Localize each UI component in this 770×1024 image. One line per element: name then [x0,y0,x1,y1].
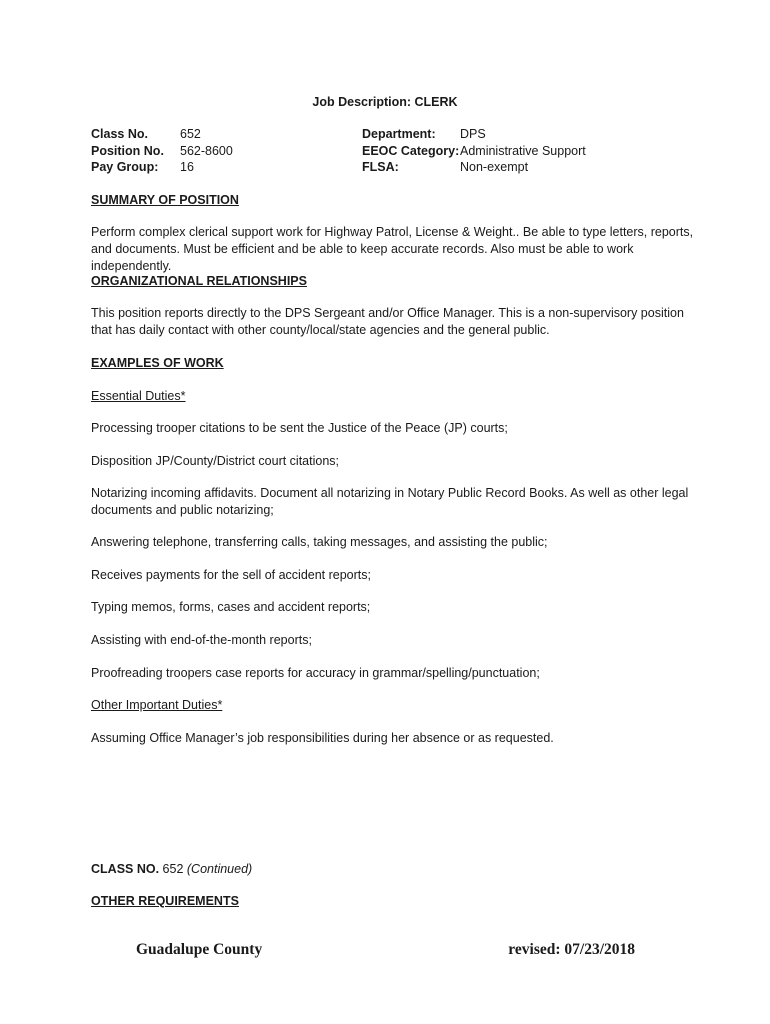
duty-item: Notarizing incoming affidavits. Document all notarizing in Notary Public Record Books. As well as other legal documents and public notarizing; [91,486,689,517]
class-continued-line [91,861,701,878]
document-title: Job Description: CLERK [312,95,458,109]
class-no-row [91,126,233,143]
footer-county: Guadalupe County [136,941,263,958]
summary-text: Perform complex clerical support work for Highway Patrol, License & Weight.. Be able to type letters, reports, and documents. Must be efficient and be able to keep accurate records. Also must be able to work independently. [91,225,694,273]
org-text: This position reports directly to the DPS Sergeant and/or Office Manager. This is a non-supervisory position that has daily contact with other county/local/state agencies and the general public. [91,306,684,337]
position-no-label: Position No. [91,143,164,158]
pay-group-label: Pay Group: [91,160,159,174]
department-row [362,126,586,143]
summary-heading: SUMMARY OF POSITION [91,193,239,207]
examples-heading: EXAMPLES OF WORK [91,356,224,370]
position-info-right [362,126,586,176]
department-label: Department: [362,127,436,141]
pay-group-row [91,159,233,176]
duty-item: Processing trooper citations to be sent the Justice of the Peace (JP) courts; [91,421,508,435]
eeoc-category-label: EEOC Category: [362,143,460,158]
class-continued-value: 652 [162,862,184,876]
class-no-label: Class No. [91,127,148,141]
duty-item: Disposition JP/County/District court citations; [91,454,340,468]
class-no-value: 652 [180,127,201,141]
other-duty-item: Assuming Office Manager’s job responsibilities during her absence or as requested. [91,731,554,745]
position-no-row [91,143,233,160]
duty-item: Typing memos, forms, cases and accident reports; [91,600,371,614]
eeoc-category-row [362,143,586,160]
position-no-value: 562-8600 [180,143,233,158]
duty-item: Assisting with end-of-the-month reports; [91,633,312,647]
position-info-left [91,126,233,176]
duty-item: Proofreading troopers case reports for accuracy in grammar/spelling/punctuation; [91,666,540,680]
pay-group-value: 16 [180,160,194,174]
duty-item: Answering telephone, transferring calls, taking messages, and assisting the public; [91,535,548,549]
duty-item: Receives payments for the sell of accident reports; [91,568,371,582]
org-heading: ORGANIZATIONAL RELATIONSHIPS [91,274,307,288]
class-continued-label: CLASS NO. [91,862,160,876]
other-duties-label: Other Important Duties* [91,698,223,712]
footer-revised-date: revised: 07/23/2018 [508,941,635,958]
flsa-row [362,159,586,176]
department-value: DPS [460,127,486,141]
flsa-label: FLSA: [362,160,399,174]
other-requirements-heading: OTHER REQUIREMENTS [91,894,239,908]
essential-duties-label: Essential Duties* [91,389,186,403]
flsa-value: Non-exempt [460,160,529,174]
continued-note: (Continued) [186,862,253,876]
eeoc-category-value: Administrative Support [460,143,586,158]
